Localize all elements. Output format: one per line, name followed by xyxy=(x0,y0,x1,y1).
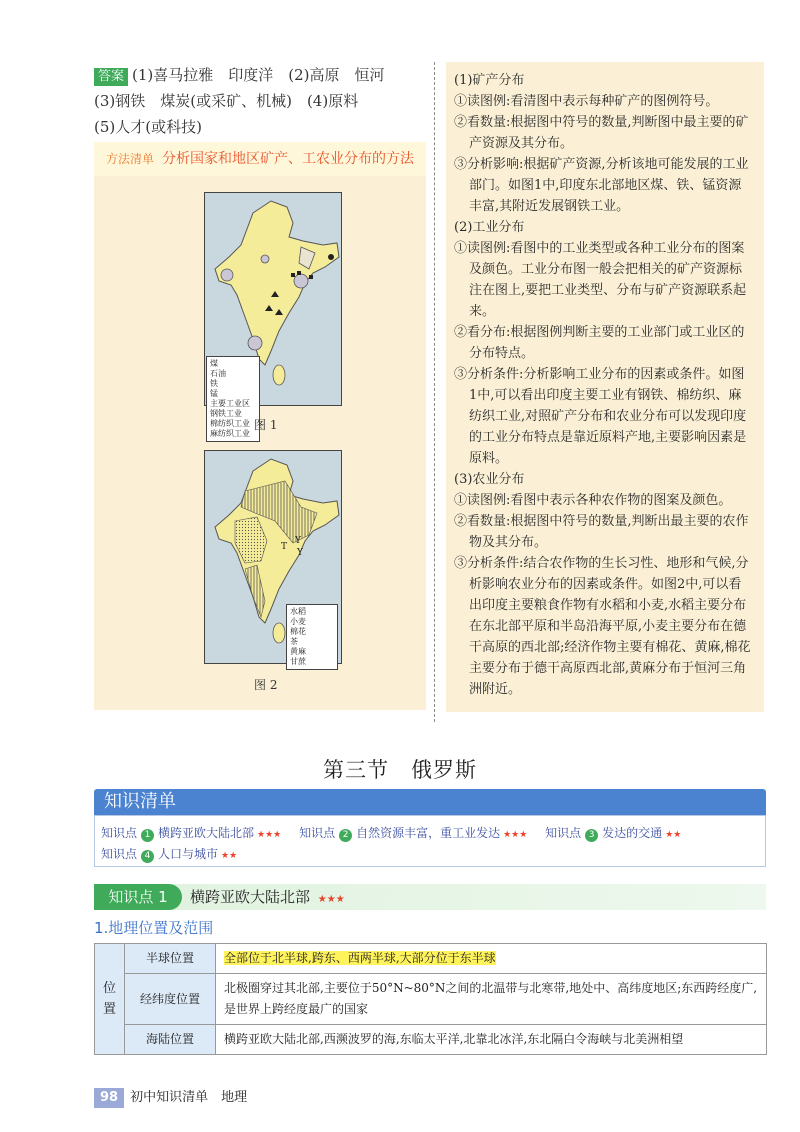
legend-2-item: 水稻 xyxy=(290,607,306,616)
table-label-cell: 海陆位置 xyxy=(125,1025,216,1055)
agriculture-heading: (3)农业分布 xyxy=(454,472,525,487)
legend-2-item: 棉花 xyxy=(290,627,306,636)
legend-2-item: 黄麻 xyxy=(290,647,306,656)
kp-number-badge: 1 xyxy=(141,829,154,842)
knowledge-point-1-header xyxy=(94,884,766,910)
section-title: 第三节 俄罗斯 xyxy=(323,758,477,782)
highlighted-text: 全部位于北半球,跨东、西两半球,大部分位于东半球 xyxy=(224,951,496,965)
kp-number-badge: 2 xyxy=(339,829,352,842)
legend-1-item: 石油 xyxy=(210,369,226,378)
knowledge-point-link[interactable] xyxy=(545,826,681,840)
legend-1-item: 棉纺织工业 xyxy=(210,419,250,428)
legend-2-item: 甘蔗 xyxy=(290,657,306,666)
legend-1-item: 麻纺织工业 xyxy=(210,429,250,438)
knowledge-list-title: 知识清单 xyxy=(104,791,176,812)
industry-step-2: ②看分布:根据图例判断主要的工业部门或工业区的分布特点。 xyxy=(454,325,745,361)
answer-line-3: (5)人才(或科技) xyxy=(94,118,202,136)
map-1-legend xyxy=(206,356,260,442)
table-label-cell: 经纬度位置 xyxy=(125,974,216,1025)
map-2-legend xyxy=(286,604,338,670)
kp-prefix: 知识点 xyxy=(101,826,138,840)
industry-step-3: ③分析条件:分析影响工业分布的因素或条件。如图1中,可以看出印度主要工业有钢铁、棉纺织、麻纺织工业,对照矿产分布和农业分布可以发现印度的工业分布特点是靠近原料产地,主要影响因素是原料。 xyxy=(454,367,747,466)
knowledge-list-bar xyxy=(94,789,766,815)
minerals-step-1: ①读图例:看清图中表示每种矿产的图例符号。 xyxy=(454,94,719,109)
table-label-cell: 半球位置 xyxy=(125,944,216,974)
page-footer xyxy=(94,1086,274,1106)
agriculture-step-2: ②看数量:根据图中符号的数量,判断出最主要的农作物及其分布。 xyxy=(454,514,749,550)
minerals-step-2: ②看数量:根据图中符号的数量,判断图中最主要的矿产资源及其分布。 xyxy=(454,115,749,151)
star-rating: ★★ xyxy=(221,851,238,861)
legend-1-item: 钢铁工业 xyxy=(210,409,242,418)
table-value-cell xyxy=(216,944,767,974)
svg-text:Y: Y xyxy=(295,536,301,546)
kp-text: 发达的交通 xyxy=(602,826,663,840)
legend-1-item: 主要工业区 xyxy=(210,399,250,408)
star-rating: ★★★ xyxy=(257,830,282,840)
knowledge-point-link[interactable] xyxy=(101,826,281,840)
industry-step-1: ①读图例:看图中的工业类型或各种工业分布的图案及颜色。工业分布图一般会把相关的矿产资源标注在图上,要把工业类型、分布与矿产资源联系起来。 xyxy=(454,241,747,319)
method-panel xyxy=(94,142,426,710)
svg-text:Y: Y xyxy=(297,548,303,558)
minerals-step-3: ③分析影响:根据矿产资源,分析该地可能发展的工业部门。如图1中,印度东北部地区煤、铁、锰资源丰富,其附近发展钢铁工业。 xyxy=(454,157,749,214)
answer-line-2: (3)钢铁 煤炭(或采矿、机械) (4)原料 xyxy=(94,92,359,110)
legend-1-item: 铁 xyxy=(210,379,218,388)
table-value-cell: 横跨亚欧大陆北部,西濒波罗的海,东临太平洋,北靠北冰洋,东北隔白令海峡与北美洲相望 xyxy=(216,1025,767,1055)
column-divider xyxy=(434,62,435,722)
minerals-heading: (1)矿产分布 xyxy=(454,73,525,88)
kp-prefix: 知识点 xyxy=(545,826,582,840)
knowledge-point-link[interactable] xyxy=(101,847,237,861)
kp-text: 自然资源丰富，重工业发达 xyxy=(356,826,501,840)
industry-heading: (2)工业分布 xyxy=(454,220,525,235)
answer-tag: 答案 xyxy=(94,68,128,86)
table-row xyxy=(95,1025,767,1055)
table-row xyxy=(95,974,767,1025)
answer-block xyxy=(94,62,424,140)
kp-text: 横跨亚欧大陆北部 xyxy=(158,826,255,840)
method-title: 分析国家和地区矿产、工农业分布的方法 xyxy=(162,151,415,167)
kp-number-badge: 4 xyxy=(141,850,154,863)
legend-2-item: 小麦 xyxy=(290,617,306,626)
kp-text: 人口与城市 xyxy=(158,847,219,861)
legend-1-item: 锰 xyxy=(210,389,218,398)
book-title: 初中知识清单 地理 xyxy=(130,1090,248,1105)
table-row xyxy=(95,944,767,974)
subheading: 1.地理位置及范围 xyxy=(94,919,214,937)
legend-1-item: 煤 xyxy=(210,359,218,368)
knowledge-list-box xyxy=(94,815,766,867)
knowledge-point-link[interactable] xyxy=(299,826,527,840)
table-value-cell: 北极圈穿过其北部,主要位于50°N~80°N之间的北温带与北寒带,地处中、高纬度地区;东西跨经度广,是世界上跨经度最广的国家 xyxy=(216,974,767,1025)
agriculture-step-3: ③分析条件:结合农作物的生长习性、地形和气候,分析影响农业分布的因素或条件。如图2中,可以看出印度主要粮食作物有水稻和小麦,水稻主要分布在东北部平原和半岛沿海平原,小麦主要分布在德干高原的西北部;经济作物主要有棉花、黄麻,棉花主要分布于德干高原西北部,黄麻分布于恒河三角洲附近。 xyxy=(454,556,751,697)
page-number: 98 xyxy=(94,1088,124,1108)
figure-2-caption: 图 2 xyxy=(254,678,278,692)
agriculture-step-1: ①读图例:看图中表示各种农作物的图案及颜色。 xyxy=(454,493,732,508)
method-tag: 方法清单 xyxy=(106,152,155,166)
star-rating: ★★ xyxy=(665,830,682,840)
table-group-cell: 位置 xyxy=(95,944,125,1055)
kp1-tab: 知识点 1 xyxy=(94,884,182,910)
star-rating: ★★★ xyxy=(503,830,528,840)
location-table xyxy=(94,943,767,1055)
kp-prefix: 知识点 xyxy=(299,826,336,840)
legend-2-item: 茶 xyxy=(290,637,298,646)
kp1-title xyxy=(190,884,345,913)
kp-number-badge: 3 xyxy=(585,829,598,842)
answer-line-1: (1)喜马拉雅 印度洋 (2)高原 恒河 xyxy=(132,66,385,84)
analysis-panel xyxy=(446,62,764,712)
figure-1-caption: 图 1 xyxy=(254,418,278,432)
svg-text:T: T xyxy=(281,542,288,552)
kp-prefix: 知识点 xyxy=(101,847,138,861)
method-header xyxy=(94,142,426,176)
kp1-title-text: 横跨亚欧大陆北部 xyxy=(190,888,311,906)
star-rating: ★★★ xyxy=(317,894,345,905)
